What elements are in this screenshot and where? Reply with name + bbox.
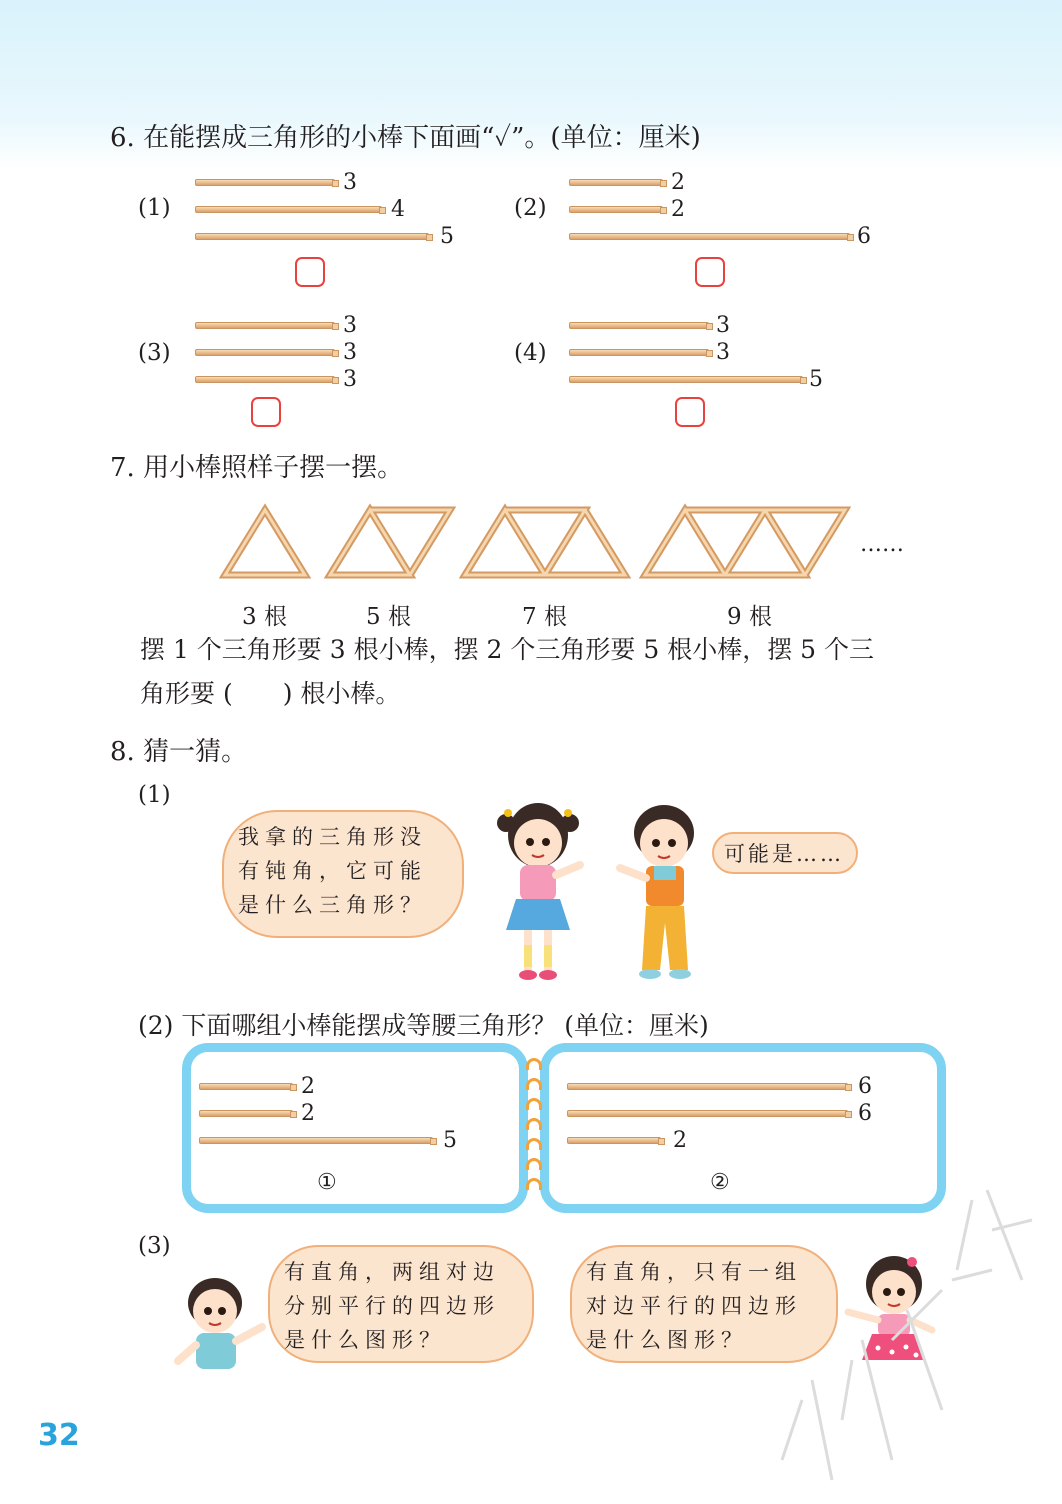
option-panel-1[interactable] [182,1043,528,1213]
stick [567,1083,848,1090]
q7-text-line1: 摆 1 个三角形要 3 根小棒，摆 2 个三角形要 5 根小棒，摆 5 个三 [140,635,874,664]
figure-label: 7 根 [522,604,567,630]
q8-part1-label: (1) [138,782,171,808]
answer-checkbox-2[interactable] [695,257,725,287]
speech-bubble-right: 有直角，只有一组对边平行的四边形是什么图形？ [570,1245,838,1363]
stick [569,349,709,356]
option-mark-1: ① [317,1170,337,1195]
stick-length: 3 [343,367,357,392]
speech-bubble-girl: 我拿的三角形没有钝角，它可能是什么三角形？ [222,810,464,938]
sequence-ellipsis: …… [860,532,904,557]
q6-group4-label: (4) [514,340,547,366]
stick [195,233,429,240]
stick-length: 3 [716,313,730,338]
binder-ring [526,1058,542,1070]
stick [195,179,335,186]
stick-length: 5 [443,1128,457,1153]
binder-ring [526,1118,542,1130]
speech-bubble-left: 有直角，两组对边分别平行的四边形是什么图形？ [268,1245,534,1363]
figure-label: 9 根 [727,604,772,630]
stick [567,1137,661,1144]
stick-length: 6 [857,224,871,249]
stick-length: 6 [858,1101,872,1126]
speech-bubble-boy: 可能是…… [712,832,858,874]
page-number: 32 [38,1418,80,1453]
q6-group2-label: (2) [514,195,547,221]
stick-length: 2 [301,1074,315,1099]
q8-title: 8. 猜一猜。 [110,737,248,767]
stick [569,322,709,329]
stick [199,1083,293,1090]
stick-length: 2 [301,1101,315,1126]
stick [195,376,335,383]
binder-ring [526,1178,542,1190]
stick [195,206,382,213]
stick-length: 2 [671,197,685,222]
binder-ring [526,1138,542,1150]
answer-checkbox-3[interactable] [251,397,281,427]
stick-length: 2 [671,170,685,195]
girl-character-illustration [488,795,588,990]
stick [569,179,663,186]
figure-label: 3 根 [242,604,287,630]
stick [569,206,663,213]
boy-character-illustration [612,798,707,988]
stick-length: 6 [858,1074,872,1099]
q8-part2-title: (2) 下面哪组小棒能摆成等腰三角形？ (单位：厘米) [138,1011,709,1040]
boy-character-illustration [170,1275,270,1375]
binder-ring [526,1078,542,1090]
stick-length: 5 [809,367,823,392]
stick [195,349,335,356]
q6-group3-label: (3) [138,340,171,366]
stick [569,376,803,383]
stick-length: 5 [440,224,454,249]
q6-group1-label: (1) [138,195,171,221]
stick [199,1137,433,1144]
stick [569,233,850,240]
q7-title: 7. 用小棒照样子摆一摆。 [110,453,404,483]
option-mark-2: ② [710,1170,730,1195]
publisher-watermark [742,1160,1042,1490]
triangle-sticks-figure [215,500,935,590]
q6-title: 6. 在能摆成三角形的小棒下面画“✓”。(单位：厘米) [110,123,701,153]
figure-label: 5 根 [366,604,411,630]
stick-length: 2 [673,1128,687,1153]
stick [567,1110,848,1117]
q7-text-line2: 角形要 ( ) 根小棒。 [140,679,401,708]
answer-checkbox-4[interactable] [675,397,705,427]
answer-checkbox-1[interactable] [295,257,325,287]
stick-length: 3 [343,170,357,195]
stick-length: 3 [716,340,730,365]
binder-ring [526,1158,542,1170]
q8-part3-label: (3) [138,1233,171,1259]
binder-ring [526,1098,542,1110]
stick-length: 3 [343,313,357,338]
stick-length: 4 [391,197,405,222]
stick-length: 3 [343,340,357,365]
stick [199,1110,293,1117]
stick [195,322,335,329]
